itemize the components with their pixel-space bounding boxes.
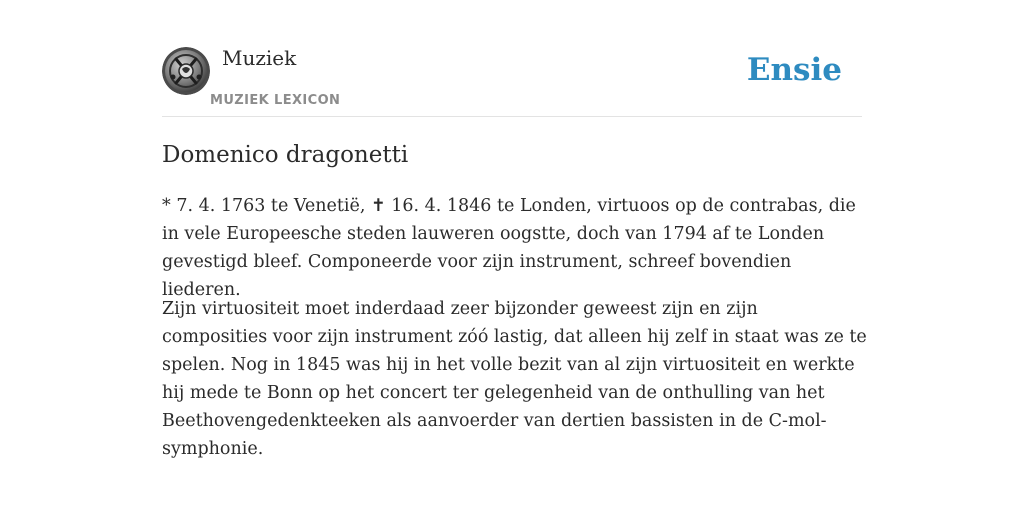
category-label[interactable]: Muziek (222, 46, 297, 70)
lexicon-subtitle[interactable]: MUZIEK LEXICON (210, 93, 341, 108)
brand-logo[interactable]: Ensie (746, 52, 842, 88)
article-paragraph-1: * 7. 4. 1763 te Venetië, ✝ 16. 4. 1846 te Londen, virtuoos op de contrabas, die in vele Europeesche steden lauweren oogstte, doch van 1794 af te Londen gevestigd bleef. Componeerde voor zijn instrument, schreef bovendien liederen. (162, 196, 856, 300)
article-title: Domenico dragonetti (162, 142, 409, 168)
header (162, 44, 862, 117)
music-emblem-icon[interactable] (162, 47, 210, 95)
article-paragraph-2: Zijn virtuositeit moet inderdaad zeer bijzonder geweest zijn en zijn composities voor zijn instrument zóó lastig, dat alleen hij zelf in staat was ze te spelen. Nog in 1845 was hij in het volle bezit van al zijn virtuositeit en werkte hij mede te Bonn op het concert ter gelegenheid van de onthulling van het Beethovengedenkteeken als aanvoerder van dertien bassisten in de C-mol-symphonie. (162, 299, 867, 459)
